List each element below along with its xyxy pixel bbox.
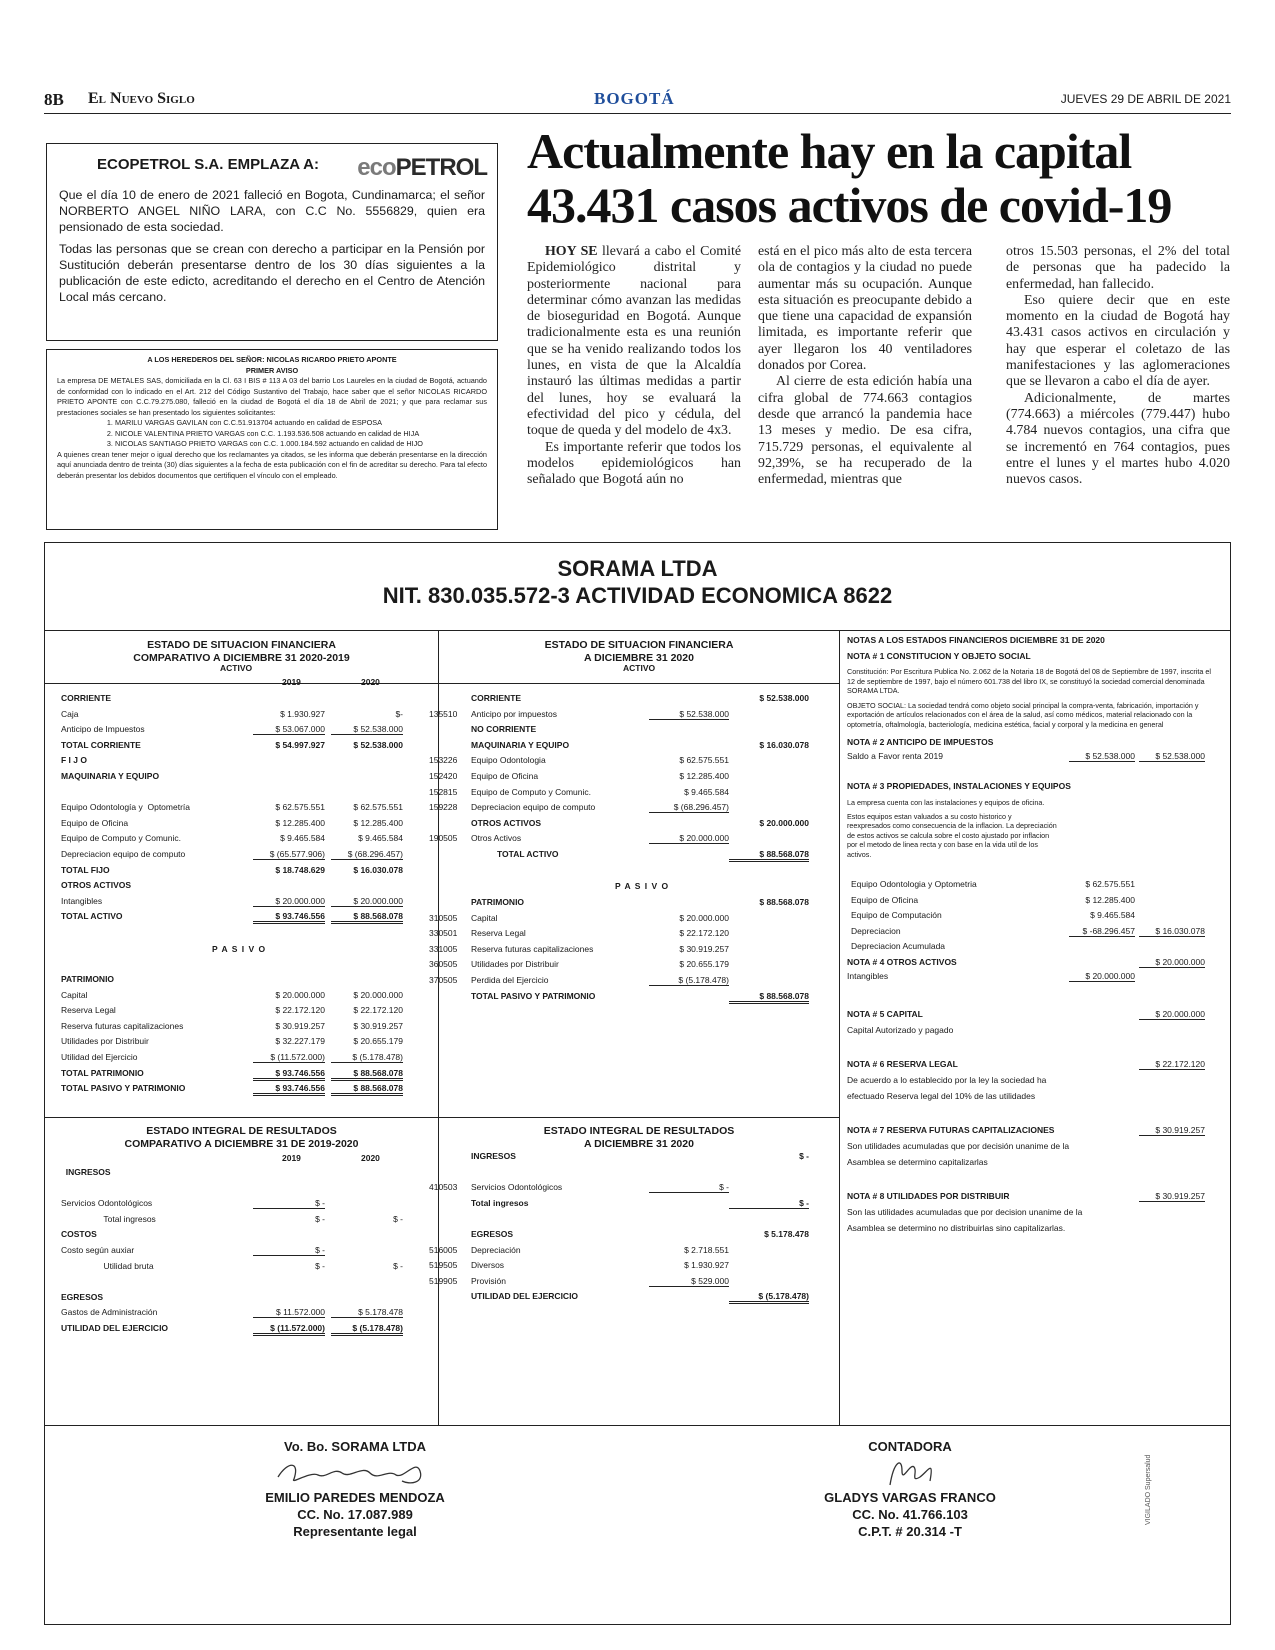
row-label: F I J O [61, 755, 87, 766]
row-label: TOTAL PASIVO Y PATRIMONIO [471, 990, 596, 1001]
table-row [429, 1151, 829, 1167]
table-row [429, 818, 829, 834]
table-cell: $- [395, 708, 403, 719]
table-row [61, 1276, 421, 1292]
table-row [429, 1182, 829, 1198]
table-row [61, 1261, 421, 1277]
table-cell: $ 16.030.078 [353, 864, 403, 875]
statement-title: ESTADO INTEGRAL DE RESULTADOS COMPARATIVO A DICIEMBRE 31 DE 2019-2020 [124, 1125, 359, 1150]
table-cell: $ 62.575.551 [275, 802, 325, 813]
row-label: Equipo de Oficina [61, 817, 129, 828]
table-row [429, 897, 829, 913]
row-label: Utilidad bruta [61, 1260, 154, 1271]
notice-paragraph: Que el día 10 de enero de 2021 falleció en Bogota, Cundinamarca; el señor NORBERTO ANGEL NIÑO LARA, con C.C No. 5556829, quien era pensionado de esta sociedad. [59, 188, 485, 234]
table-row [429, 975, 829, 991]
row-label: Equipo de Oficina [851, 894, 919, 905]
row-label: EGRESOS [61, 1291, 104, 1302]
row-label: Depreciacion [851, 925, 901, 936]
table-row [61, 990, 421, 1006]
balance-2020-table [429, 693, 829, 865]
row-label: Reserva Legal [61, 1005, 116, 1016]
signature-mark [270, 1455, 440, 1489]
account-code: 519905 [429, 1275, 458, 1286]
table-cell: $ 88.568.078 [331, 911, 403, 924]
table-cell: $ - [649, 1182, 729, 1193]
table-cell: $ 30.919.257 [353, 1020, 403, 1031]
ecopetrol-notice [46, 143, 498, 341]
row-label: Reserva futuras capitalizaciones [471, 943, 594, 954]
row-label: Intangibles [61, 895, 103, 906]
row-label: Anticipo de Impuestos [61, 724, 145, 735]
table-row [429, 1245, 829, 1261]
table-cell: $ 54.997.927 [275, 739, 325, 750]
table-row [61, 833, 421, 849]
row-label: PATRIMONIO [61, 974, 115, 984]
row-label: Utilidad del Ejercicio [61, 1051, 138, 1062]
account-code: 360505 [429, 959, 458, 970]
row-label: TOTAL PASIVO Y PATRIMONIO [61, 1083, 186, 1094]
table-cell: $ - [729, 1198, 809, 1209]
account-code: 152420 [429, 770, 458, 781]
income-2020-table [429, 1151, 829, 1307]
table-cell: $ 1.930.927 [280, 708, 325, 719]
row-label: Anticipo por impuestos [471, 708, 557, 719]
table-cell: $ 88.568.078 [729, 849, 809, 862]
table-row [847, 941, 1219, 957]
table-row [61, 1292, 421, 1308]
table-row [429, 709, 829, 725]
table-row [61, 1083, 421, 1099]
table-cell: $ - [315, 1213, 325, 1224]
table-row [61, 1229, 421, 1245]
list-item: 1. MARILU VARGAS GAVILAN con C.C.51.913704 actuando en calidad de ESPOSA [115, 418, 487, 429]
table-row [429, 724, 829, 740]
row-label: Total ingresos [61, 1213, 156, 1224]
article-column: HOY SE llevará a cabo el Comité Epidemiológico distrital y posteriormente nacional para determinar cómo avanzan las medidas de bioseguridad en Bogotá. Aunque tradicionalmente esta es una reunión que se ha venido realizando todos los lunes, en vista de que la Alcaldía instauró las últimas medidas a partir del lunes, hoy se evaluará la efectividad del pico y cédula, del toque de queda y del modelo de 4x3. Es importante referir que todos los modelos epidemiológicos han señalado que Bogotá aún no [527, 244, 741, 488]
table-cell: $ 88.568.078 [331, 1083, 403, 1096]
table-row [61, 880, 421, 896]
row-label: MAQUINARIA Y EQUIPO [471, 739, 570, 750]
list-item: 2. NICOLE VALENTINA PRIETO VARGAS con C.C. 1.193.536.508 actuando en calidad de HIJA [115, 429, 487, 440]
row-label: Diversos [471, 1260, 505, 1271]
table-cell: $ 30.919.257 [275, 1020, 325, 1031]
notice-paragraph: La empresa DE METALES SAS, domiciliada en la Cl. 63 I BIS # 113 A 03 del barrio Los Laureles en la ciudad de Bogotá, actuando de conformidad con lo indicado en el Art. 212 del Código Sustantivo del Trabajo, hace saber que el señor NICOLAS RICARDO PRIETO APONTE con C.C.79.275.080, falleció en la ciudad de Bogotá el día 18 de Abril de 2021; y que para reclamar sus prestaciones sociales se han presentado los siguientes solicitantes: [57, 376, 487, 417]
table-row [61, 1323, 421, 1339]
list-item: 3. NICOLAS SANTIAGO PRIETO VARGAS con C.C. 1.000.184.592 actuando en calidad de HIJO [115, 439, 487, 450]
table-cell: $ -68.296.457 [1069, 926, 1135, 937]
account-code: 370505 [429, 974, 458, 985]
table-cell: $ (11.572.000) [253, 1052, 325, 1063]
balance-comparative-table [61, 693, 421, 927]
account-code: 331005 [429, 943, 458, 954]
table-cell: $ (68.296.457) [331, 849, 403, 860]
row-label: UTILIDAD DEL EJERCICIO [61, 1322, 169, 1333]
table-cell: $ 20.000.000 [759, 817, 809, 828]
row-label: Provisión [471, 1275, 506, 1286]
ecopetrol-logo: ecoPETROL [357, 154, 487, 181]
row-label: Equipo Odontologia [471, 755, 546, 766]
table-row [61, 865, 421, 881]
table-row [61, 740, 421, 756]
signature-block-accountant: CONTADORA GLADYS VARGAS FRANCO CC. No. 41.766.103 C.P.T. # 20.314 -T [824, 1439, 996, 1539]
table-cell: $ 52.538.000 [331, 724, 403, 735]
account-code: 190505 [429, 833, 458, 844]
table-row [61, 771, 421, 787]
table-row [429, 1260, 829, 1276]
table-row [61, 802, 421, 818]
table-row [847, 895, 1219, 911]
table-row [429, 771, 829, 787]
account-code: 410503 [429, 1182, 458, 1193]
table-cell: $ 9.465.584 [1090, 910, 1135, 921]
table-cell: $ 12.285.400 [1085, 894, 1135, 905]
income-comparative-table [61, 1167, 421, 1339]
table-cell: $ 88.568.078 [729, 991, 809, 1004]
row-label: Perdida del Ejercicio [471, 974, 549, 985]
table-row [429, 928, 829, 944]
balance-comparative-table [61, 974, 421, 1099]
table-cell: $ 20.000.000 [331, 896, 403, 907]
row-label: Gastos de Administración [61, 1307, 158, 1318]
row-label: Utilidades por Distribuir [471, 959, 559, 970]
table-cell: $ 93.746.556 [253, 1068, 325, 1081]
table-row [61, 1068, 421, 1084]
table-row [61, 1183, 421, 1199]
table-row [429, 959, 829, 975]
row-label: Depreciacion equipo de computo [471, 802, 596, 813]
row-label: Otros Activos [471, 833, 522, 844]
row-label: CORRIENTE [61, 693, 112, 703]
table-cell: $ (68.296.457) [649, 802, 729, 813]
table-cell: $ 22.172.120 [679, 928, 729, 939]
table-row [429, 944, 829, 960]
row-label: OTROS ACTIVOS [61, 880, 132, 891]
table-row [61, 1005, 421, 1021]
table-row [61, 1307, 421, 1323]
table-cell: $ - [393, 1213, 403, 1224]
article-column: otros 15.503 personas, el 2% del total de personas que ha padecido la enfermedad, han fallecido. Eso quiere decir que en este momento en la ciudad de Bogotá hay 43.431 casos activos en circulación y hay que esperar el coletazo de las manifestaciones y las aglomeraciones que se llevaron a cabo el día de ayer. Adicionalmente, de martes (774.663) a miércoles (779.447) hubo 4.784 nuevos contagios, una cifra que se incrementó en 764 contagios, pues entre el lunes y el martes hubo 4.020 nuevos casos. [1006, 244, 1230, 488]
table-cell: $ 16.030.078 [759, 739, 809, 750]
signature-block-legal-rep: Vo. Bo. SORAMA LTDA EMILIO PAREDES MENDOZA CC. No. 17.087.989 Representante legal [265, 1439, 445, 1539]
account-code: 135510 [429, 708, 458, 719]
table-row [429, 740, 829, 756]
table-row [61, 693, 421, 709]
table-row [429, 913, 829, 929]
table-row [61, 896, 421, 912]
row-label: Equipo de Computo y Comunic. [61, 833, 182, 844]
table-cell: $ (65.577.906) [253, 849, 325, 860]
table-row [61, 755, 421, 771]
section-label: ACTIVO [623, 663, 656, 673]
row-label: TOTAL ACTIVO [61, 911, 123, 922]
table-row [61, 974, 421, 990]
row-label: TOTAL PATRIMONIO [61, 1067, 144, 1078]
row-label: INGRESOS [61, 1167, 111, 1177]
table-row [61, 818, 421, 834]
table-cell: $ (5.178.478) [649, 975, 729, 986]
table-row [429, 991, 829, 1007]
table-cell: $ 20.000.000 [253, 896, 325, 907]
notice-subtitle: PRIMER AVISO [245, 365, 299, 375]
table-cell: $ 88.568.078 [759, 897, 809, 907]
table-row [429, 1167, 829, 1183]
section-name: BOGOTÁ [594, 89, 675, 108]
table-cell: $ 93.746.556 [253, 911, 325, 924]
table-row [847, 910, 1219, 926]
notice-paragraph: A quienes crean tener mejor o igual derecho que los reclamantes ya citados, se les informa que deberán presentarse en la dirección aquí anunciada dentro de treinta (30) días siguientes a la fecha de esta publicación con el fin de acreditar su derecho. Para tal efecto deberán presentar los debidos documentos que certifiquen el vínculo con el empleado. [57, 449, 487, 480]
table-row [429, 787, 829, 803]
table-cell: $ 52.538.000 [649, 709, 729, 720]
table-cell: $ 11.572.000 [253, 1307, 325, 1318]
table-cell: $ 52.538.000 [353, 739, 403, 750]
section-label: ACTIVO [220, 663, 253, 673]
row-label: Caja [61, 708, 79, 719]
table-row [61, 724, 421, 740]
herederos-notice [46, 349, 498, 530]
signature-mark [850, 1455, 970, 1489]
table-cell: $ 30.919.257 [679, 943, 729, 954]
table-row [429, 849, 829, 865]
table-row [61, 1214, 421, 1230]
table-row [429, 802, 829, 818]
table-cell: $ (11.572.000) [253, 1323, 325, 1336]
statement-title: ESTADO DE SITUACION FINANCIERA COMPARATIVO A DICIEMBRE 31 2020-2019 [133, 639, 350, 664]
page-header [44, 88, 1231, 114]
row-label: Depreciación [471, 1244, 521, 1255]
row-label: Servicios Odontológicos [61, 1198, 153, 1209]
table-cell: $ 16.030.078 [1139, 926, 1205, 937]
table-row [429, 693, 829, 709]
table-row [429, 755, 829, 771]
table-cell: $ 62.575.551 [679, 755, 729, 766]
table-cell: $ 9.465.584 [280, 833, 325, 844]
table-cell: $ 62.575.551 [1085, 879, 1135, 889]
row-label: Equipo de Oficina [471, 770, 539, 781]
table-cell: $ 529.000 [649, 1276, 729, 1287]
row-label: Total ingresos [471, 1197, 529, 1208]
table-row [429, 1276, 829, 1292]
table-row [429, 833, 829, 849]
row-label: Utilidades por Distribuir [61, 1036, 149, 1047]
table-cell: $ - [253, 1245, 325, 1256]
table-cell: $ (5.178.478) [331, 1323, 403, 1336]
statement-title: ESTADO DE SITUACION FINANCIERA A DICIEMBRE 31 2020 [544, 639, 734, 664]
row-label: UTILIDAD DEL EJERCICIO [471, 1291, 579, 1302]
table-cell: $ - [315, 1260, 325, 1271]
account-code: 310505 [429, 912, 458, 923]
account-code: 516005 [429, 1244, 458, 1255]
table-row [429, 1213, 829, 1229]
row-label: Equipo Odontología y Optometría [61, 802, 190, 813]
table-row [429, 1198, 829, 1214]
table-cell: $ 9.465.584 [684, 786, 729, 797]
table-row [61, 1021, 421, 1037]
table-cell: $ 18.748.629 [275, 864, 325, 875]
table-cell: $ 93.746.556 [253, 1083, 325, 1096]
notice-title: A LOS HEREDEROS DEL SEÑOR: NICOLAS RICARDO PRIETO APONTE [147, 355, 397, 364]
table-cell: $ (5.178.478) [729, 1291, 809, 1304]
account-code: 152815 [429, 786, 458, 797]
row-label: Reserva Legal [471, 928, 526, 939]
table-cell: $ (5.178.478) [331, 1052, 403, 1063]
table-row [61, 849, 421, 865]
account-code: 330501 [429, 928, 458, 939]
table-cell: $ 9.465.584 [358, 833, 403, 844]
table-cell: $ 2.718.551 [684, 1244, 729, 1255]
row-label: CORRIENTE [471, 693, 522, 703]
section-label: P A S I V O [615, 881, 670, 891]
row-label: Depreciacion equipo de computo [61, 848, 186, 859]
financial-notes: NOTAS A LOS ESTADOS FINANCIEROS DICIEMBRE 31 DE 2020 NOTA # 1 CONSTITUCION Y OBJETO SOCIAL Constitución: Por Escritura Publica No. 2.062 de la Notaria 18 de Bogotá del 08 de Septiembre de 1997, inscrita el 12 de septiembre de 1997, bajo el número 601.738 del libro IX, se constituyó la sociedad comercial denominada SORAMA LTDA. OBJETO SOCIAL: La sociedad tendrá como objeto social principal la compra-venta, fabricación, importación y exportación de artículos relacionados con el área de la salud, así como médicos, material relacionado con la optometría, oftalmología, bacteriología, medicina estética, facial y corporal y la medicina en general NOTA # 2 ANTICIPO DE IMPUESTOS Saldo a Favor renta 2019 $ 52.538.000 $ 52.538.000 NOTA # 3 PROPIEDADES, INSTALACIONES Y EQUIPOS La empresa cuenta con las instalaciones y equipos de oficina. Estos equipos estan valuados a su costo historico y reexpresados como consecuencia de la inflacion. La depreciación de estos activos se calcula sobre el costo ajustado por inflacion por el metodo de linea recta y con base en la vida util de los activos. Equipo Odontologia y Optometria $ 62.575.551 Equipo de Oficina $ 12.285.400 Equipo de Computación $ 9.465.584 Depreciacion $ -68.296.457 $ 16.030.078 Depreciacion Acumulada NOTA # 4 OTROS ACTIVOS $ 20.000.000 Intangibles $ 20.000.000 NOTA # 5 CAPITAL $ 20.000.000 Capital Autorizado y pagado NOTA # 6 RESERVA LEGAL $ 22.172.120 De acuerdo a lo establecido por la ley la sociedad ha efectuado Reserva legal del 10% de las utilidades NOTA # 7 RESERVA FUTURAS CAPITALIZACIONES $ 30.919.257 Son utilidades acumuladas que por decisión unanime de la Asamblea se determino capitalizarlas NOTA # 8 UTILIDADES POR DISTRIBUIR $ 30.919.257 Son las utilidades acumuladas que por decision unanime de la Asamblea se determino no distribuirlas sino capitalizarlas. [847, 635, 1219, 1233]
section-label: P A S I V O [212, 944, 267, 954]
table-row [847, 879, 1219, 895]
row-label: Reserva futuras capitalizaciones [61, 1020, 184, 1031]
row-label: Servicios Odontológicos [471, 1182, 563, 1193]
table-cell: $ 5.178.478 [764, 1228, 809, 1239]
company-title: SORAMA LTDA NIT. 830.035.572-3 ACTIVIDAD ECONOMICA 8622 [382, 556, 893, 608]
table-cell: $ 20.000.000 [679, 912, 729, 923]
table-row [61, 1036, 421, 1052]
row-label: Equipo de Computo y Comunic. [471, 786, 592, 797]
row-label: Equipo Odontologia y Optometria [851, 879, 977, 889]
table-row [61, 1167, 421, 1183]
table-row [61, 1052, 421, 1068]
row-label: TOTAL CORRIENTE [61, 739, 141, 750]
financial-statements [44, 542, 1231, 1625]
account-code: 519505 [429, 1260, 458, 1271]
table-cell: $ 20.000.000 [649, 833, 729, 844]
row-label: INGRESOS [471, 1151, 516, 1161]
row-label: MAQUINARIA Y EQUIPO [61, 770, 160, 781]
article-headline: Actualmente hay en la capital 43.431 casos activos de covid-19 [527, 123, 1172, 233]
table-cell: $ 20.000.000 [353, 989, 403, 1000]
row-label: OTROS ACTIVOS [471, 817, 542, 828]
table-cell: $ 1.930.927 [684, 1260, 729, 1271]
balance-2020-table [429, 897, 829, 1006]
table-cell: $ 62.575.551 [353, 802, 403, 813]
table-row [61, 709, 421, 725]
row-label: Depreciacion Acumulada [851, 941, 946, 952]
row-label: NO CORRIENTE [471, 724, 537, 735]
account-code: 159228 [429, 802, 458, 813]
notice-title: ECOPETROL S.A. EMPLAZA A: [97, 156, 319, 173]
table-cell: $ 5.178.478 [331, 1307, 403, 1318]
row-label: EGRESOS [471, 1228, 514, 1239]
table-row [847, 926, 1219, 942]
table-cell: $ 22.172.120 [353, 1005, 403, 1016]
table-cell: $ - [393, 1260, 403, 1271]
supersalud-seal: VIGILADO Supersalud [1145, 1454, 1152, 1525]
row-label: TOTAL FIJO [61, 864, 110, 875]
newspaper-name: El Nuevo Siglo [88, 90, 195, 107]
statement-title: ESTADO INTEGRAL DE RESULTADOS A DICIEMBRE 31 2020 [543, 1125, 735, 1150]
issue-date: JUEVES 29 DE ABRIL DE 2021 [1060, 92, 1231, 106]
table-row [429, 1291, 829, 1307]
table-cell: $ 88.568.078 [331, 1068, 403, 1081]
row-label: Equipo de Computación [851, 910, 942, 921]
table-cell: $ - [799, 1151, 809, 1161]
table-row [61, 1198, 421, 1214]
year-header: 2019 [282, 1153, 301, 1163]
row-label: TOTAL ACTIVO [471, 848, 559, 859]
row-label: COSTOS [61, 1229, 97, 1240]
table-row [61, 787, 421, 803]
table-cell: $ 53.067.000 [253, 724, 325, 735]
table-cell: $ 32.227.179 [275, 1036, 325, 1047]
table-cell: $ 12.285.400 [679, 770, 729, 781]
table-row [61, 911, 421, 927]
row-label: Capital [471, 912, 498, 923]
table-cell: $ 20.000.000 [275, 989, 325, 1000]
table-cell: $ 22.172.120 [275, 1005, 325, 1016]
claimant-list [115, 418, 487, 450]
account-code: 153226 [429, 755, 458, 766]
table-cell: $ 52.538.000 [759, 693, 809, 703]
notice-paragraph: Todas las personas que se crean con derecho a participar en la Pensión por Sustitución deberán presentarse dentro de los 30 días siguientes a la publicación de este edicto, acreditando el derecho en el Centro de Atención Local más cercano. [59, 242, 485, 304]
table-cell: $ 20.655.179 [679, 959, 729, 970]
row-label: PATRIMONIO [471, 897, 525, 907]
year-header: 2020 [361, 677, 380, 687]
table-cell: $ 12.285.400 [275, 817, 325, 828]
table-cell: $ 12.285.400 [353, 817, 403, 828]
row-label: Costo según auxiar [61, 1244, 135, 1255]
table-cell: $ - [253, 1198, 325, 1209]
year-header: 2019 [282, 677, 301, 687]
row-label: Capital [61, 989, 88, 1000]
table-row [61, 1245, 421, 1261]
page-number: 8B [44, 90, 64, 109]
table-row [429, 1229, 829, 1245]
article-column: está en el pico más alto de esta tercera ola de contagios y la ciudad no puede aumentar más su ocupación. Aunque esta situación es preocupante debido a que tiene una capacidad de expansión limitada, es importante referir que ayer llegaron los 40 ventiladores donados por Corea. Al cierre de esta edición había una cifra global de 774.663 contagios desde que arrancó la pandemia hace 13 meses y medio. De esa cifra, 715.729 personas, el equivalente al 92,39%, se ha recuperado de la enfermedad, mientras que [758, 244, 972, 488]
year-header: 2020 [361, 1153, 380, 1163]
table-cell: $ 20.655.179 [353, 1036, 403, 1047]
